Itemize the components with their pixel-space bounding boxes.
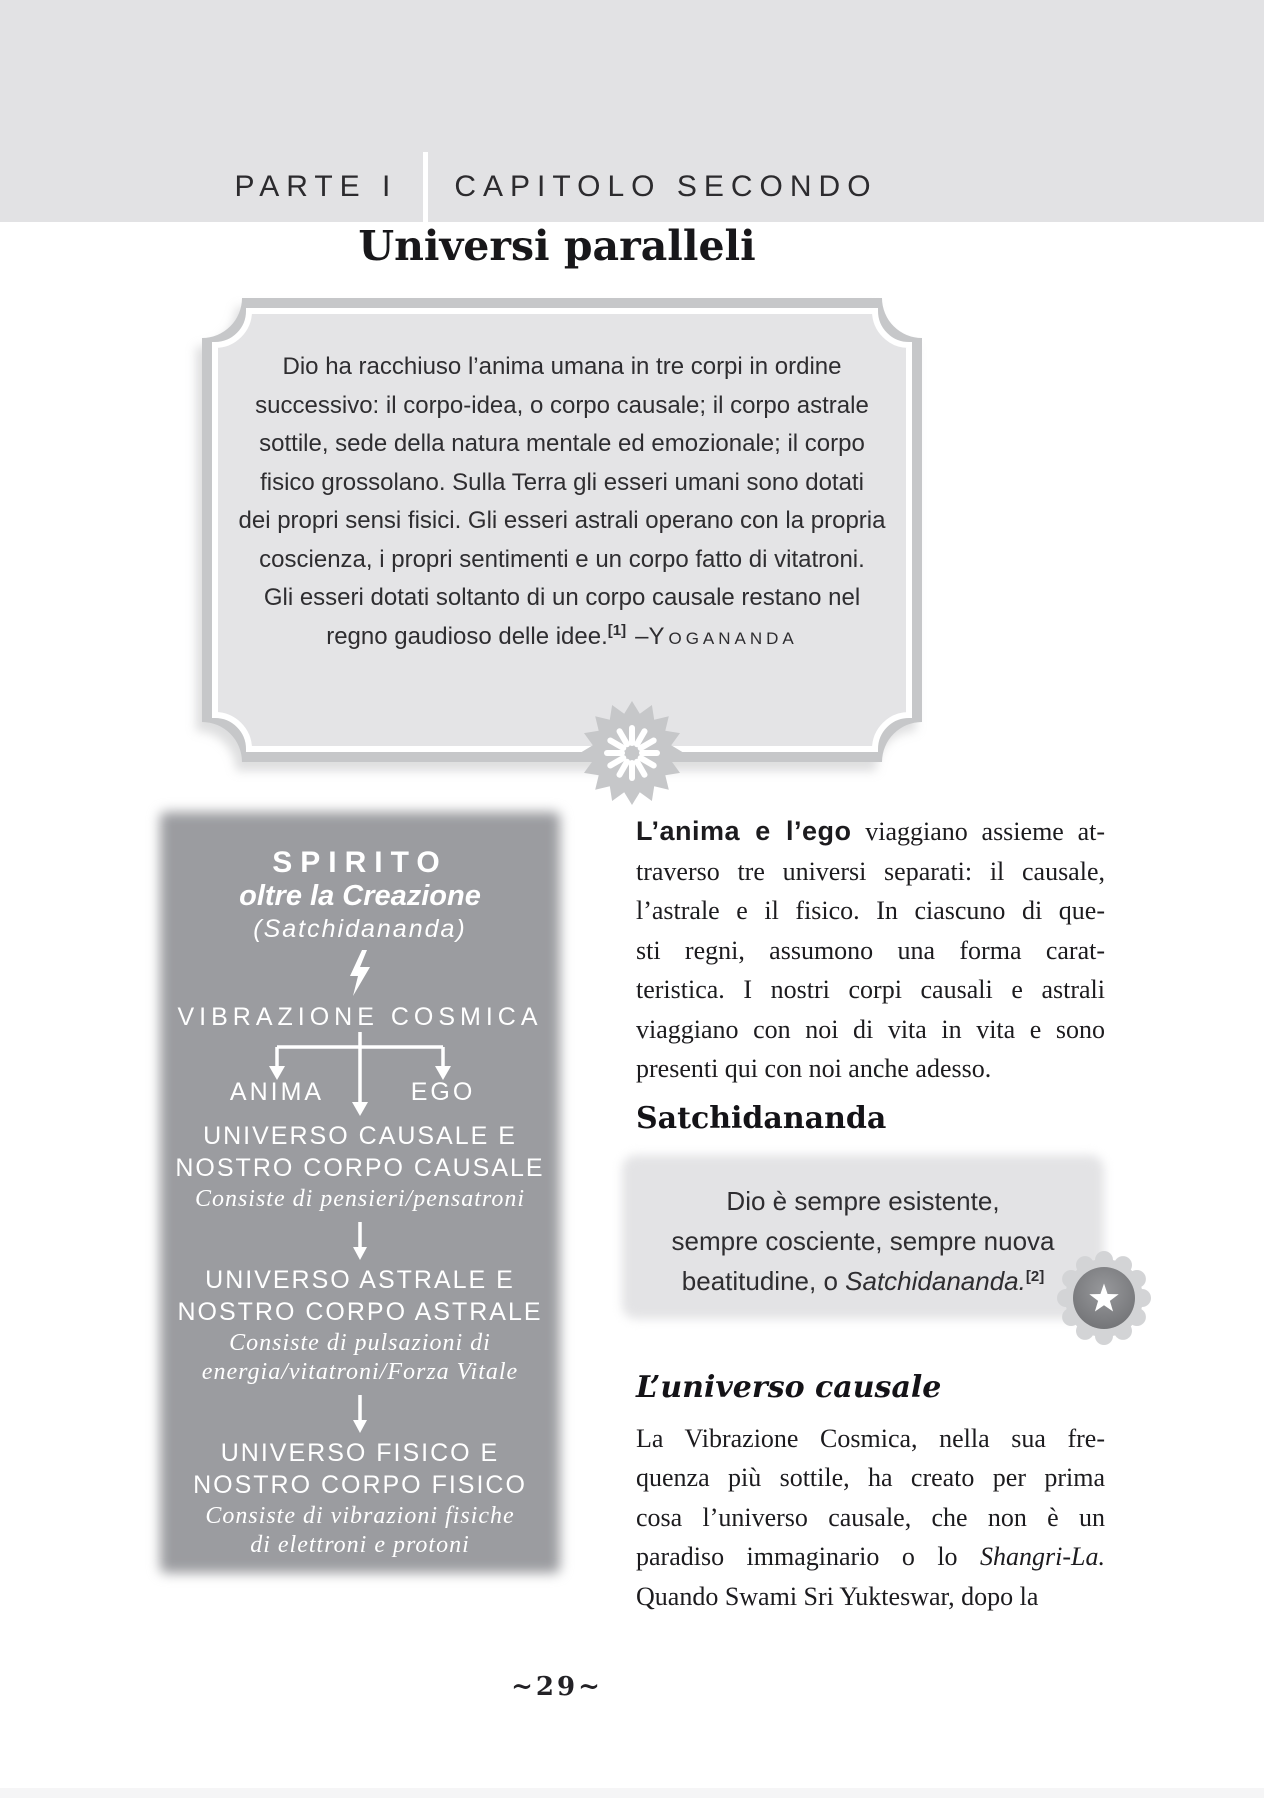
text-line: sti regni, assumono una forma carat- (636, 935, 1105, 965)
footnote-ref-2: [2] (1025, 1267, 1045, 1285)
text-line: successivo: il corpo-idea, o corpo causale; il corpo astrale (255, 391, 869, 419)
text-line: fisico grossolano. Sulla Terra gli esseri umani sono dotati (260, 468, 864, 496)
diagram-subtitle2: (Satchidananda) (253, 915, 467, 943)
branch-diagram (229, 1032, 485, 1120)
lightning-bolt-icon (347, 950, 373, 996)
text-line: Dio ha racchiuso l’anima umana in tre corpi in ordine (282, 353, 842, 380)
diagram-content (158, 810, 562, 1575)
node-causal-universe: UNIVERSO CAUSALE E NOSTRO CORPO CAUSALE (175, 1122, 545, 1182)
caption-causal: Consiste di pensieri/pensatroni (194, 1186, 526, 1212)
paragraph-causal-universe (636, 1419, 1105, 1617)
page-number: ~29~ (511, 1672, 603, 1702)
chapter-label: CAPITOLO SECONDO (454, 170, 878, 203)
inset-quote-box (620, 1153, 1106, 1321)
opening-quote (234, 348, 890, 659)
tilde-right: ~ (578, 1672, 603, 1702)
starburst-ornament (580, 701, 684, 805)
section-heading-causal-universe: L’universo causale (636, 1369, 942, 1405)
diagram-title: SPIRITO (272, 846, 448, 879)
node-anima: ANIMA (229, 1078, 325, 1106)
paragraph-last-line: presenti qui con noi anche adesso. (636, 1054, 992, 1083)
paragraph-line: L’anima e l’ego viaggiano assieme at- (636, 816, 1105, 846)
footnote-ref-1: [1] (607, 621, 627, 639)
text-line: sottile, sede della natura mentale ed emozionale; il corpo (259, 430, 865, 457)
paragraph-lead: L’anima e l’ego (636, 816, 852, 846)
node-physical-universe: UNIVERSO FISICO E NOSTRO CORPO FISICO (193, 1439, 527, 1499)
quote-lines (234, 348, 890, 618)
diagram-subtitle: oltre la Creazione (239, 880, 481, 912)
attribution-dash: – (635, 622, 649, 650)
down-arrow-icon (352, 1222, 368, 1260)
body-column (636, 812, 1105, 1616)
text-line: teristica. I nostri corpi causali e astrali (636, 975, 1105, 1004)
paragraph-line: paradiso immaginario o lo Shangri-La. (636, 1542, 1105, 1571)
down-arrow-icon (352, 1395, 368, 1433)
node-astral-universe: UNIVERSO ASTRALE E NOSTRO CORPO ASTRALE (177, 1266, 543, 1326)
chapter-header-band (0, 0, 1264, 222)
text-line: coscienza, i propri sentimenti e un corpo fatto di vitatroni. (259, 545, 865, 573)
text-line: La Vibrazione Cosmica, nella sua fre- (636, 1423, 1105, 1453)
inset-quote-text: Dio è sempre esistente, sempre cosciente, sempre nuova beatitudine, o Satchidananda.[2] (671, 1185, 1055, 1296)
paragraph-anima-ego (636, 812, 1105, 1089)
part-label: PARTE I (234, 170, 398, 203)
spirit-diagram (158, 810, 562, 1575)
node-cosmic-vibration: VIBRAZIONE COSMICA (177, 1003, 543, 1031)
running-head (0, 152, 1112, 222)
text-line: traverso tre universi separati: il causale, (636, 856, 1105, 886)
tilde-left: ~ (511, 1672, 536, 1702)
text-line: l’astrale e il fisico. In ciascuno di que- (636, 896, 1105, 925)
text-line: cosa l’universo causale, che non è un (636, 1502, 1105, 1532)
node-ego: EGO (410, 1078, 476, 1106)
caption-astral: Consiste di pulsazioni di energia/vitatroni/Forza Vitale (201, 1330, 519, 1385)
header-divider (423, 152, 428, 222)
quote-last-line: regno gaudioso delle idee.[1] –Yogananda (326, 621, 798, 650)
quote-attribution: Yogananda (648, 622, 798, 650)
bottom-page-strip (0, 1788, 1264, 1798)
paragraph-last-line: Quando Swami Sri Yukteswar, dopo la (636, 1581, 1039, 1611)
caption-physical: Consiste di vibrazioni fisiche di elettroni e protoni (205, 1503, 515, 1558)
text-line: quenza più sottile, ha creato per prima (636, 1463, 1105, 1492)
text-line: viaggiano con noi di vita in vita e sono (636, 1014, 1105, 1044)
page-title: Universi paralleli (358, 222, 756, 270)
paragraph-lines (636, 1419, 1105, 1538)
text-line: Gli esseri dotati soltanto di un corpo causale restano nel (263, 584, 861, 611)
text-line: dei propri sensi fisici. Gli esseri astrali operano con la propria (238, 507, 886, 534)
paragraph-lines (636, 852, 1105, 1050)
quote-plaque (202, 298, 922, 762)
section-heading-satchidananda: Satchidananda (636, 1100, 887, 1136)
